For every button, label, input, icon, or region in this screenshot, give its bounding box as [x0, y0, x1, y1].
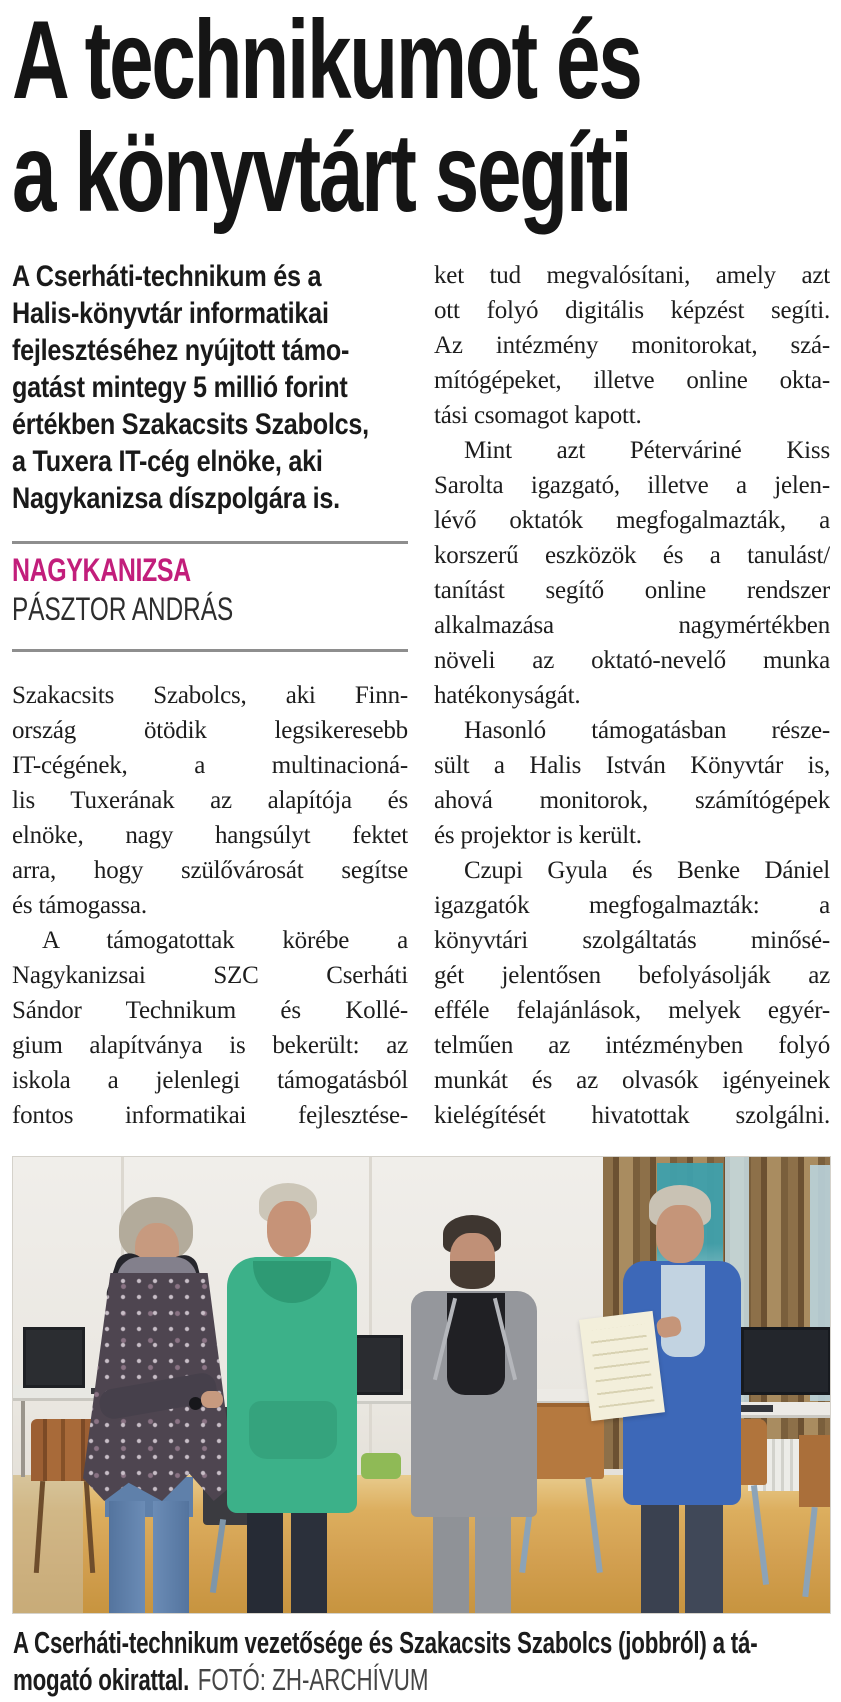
body-text-line: Czupi Gyula és Benke Dániel [464, 857, 830, 884]
divider-bottom [12, 649, 408, 652]
body-text-line: Hasonló támogatásban része- [464, 717, 830, 744]
left-column [12, 252, 408, 1133]
body-text-left [12, 678, 408, 1133]
body-text-line: ország ötödik legsikeresebb [12, 717, 408, 744]
body-text-line: IT-cégének, a multinacioná- [12, 752, 408, 779]
photo-person-hoodie-man [249, 1401, 337, 1459]
article-columns [12, 252, 830, 1133]
location-kicker: NAGYKANIZSA [12, 552, 191, 588]
photo-person-hoodie-man [247, 1513, 283, 1613]
body-text-line: elnöke, nagy hangsúlyt fektet [12, 822, 408, 849]
body-text-line: efféle felajánlások, melyek egyér- [434, 997, 830, 1024]
photo-person-woman [109, 1501, 145, 1613]
divider-top [12, 541, 408, 544]
body-text-line: iskola a jelenlegi támogatásból [12, 1067, 408, 1094]
body-text-line: mítógépeket, illetve online okta- [434, 367, 830, 394]
photo-floor-shadow [13, 1475, 83, 1613]
photo-document [579, 1311, 665, 1421]
photo-monitor [23, 1327, 85, 1388]
photo-person-hoodie-man [291, 1513, 327, 1613]
body-text-line: Mint azt Péterváriné Kiss [464, 437, 830, 464]
body-text-line: korszerű eszközök és a tanulást/ [434, 542, 830, 569]
caption-text: mogató okirattal. [13, 1662, 190, 1697]
body-text-line: Nagykanizsai SZC Cserháti [12, 962, 408, 989]
article-photo [13, 1157, 830, 1613]
text-line: A technikumot és [12, 0, 641, 122]
photo-bag [361, 1453, 401, 1479]
body-text-line: könyvtári szolgáltatás minősé- [434, 927, 830, 954]
text-line: gatást mintegy 5 millió forint [12, 371, 348, 404]
article-headline [12, 0, 841, 235]
text-line: fejlesztéséhez nyújtott támo- [12, 334, 350, 367]
right-column [434, 252, 830, 1133]
body-text-line: A támogatottak körébe a [42, 927, 408, 954]
photo-person-blue-blazer-man [661, 1265, 705, 1357]
body-text-line: ahová monitorok, számítógépek [434, 787, 830, 814]
body-text-line: munkát és az olvasók igényeinek [434, 1067, 830, 1094]
body-text-line: Az intézmény monitorokat, szá- [434, 332, 830, 359]
body-text-line: telműen az intézményben folyó [434, 1032, 830, 1059]
body-text-line: gét jelentősen befolyásolják az [434, 962, 830, 989]
body-text-line: ott folyó digitális képzést segíti. [434, 297, 830, 324]
photo-person-suit-man [433, 1517, 469, 1613]
body-text-line: igazgatók megfogalmazták: a [434, 892, 830, 919]
body-text-line: tási csomagot kapott. [434, 402, 642, 429]
photo-monitor [741, 1327, 830, 1395]
photo-person-suit-man [450, 1261, 495, 1289]
body-text-line: hatékonyságát. [434, 682, 581, 709]
photo-person-blue-blazer-man [641, 1505, 679, 1613]
body-text-line: Sarolta igazgató, illetve a jelen- [434, 472, 830, 499]
text-line: a Tuxera IT-cég elnöke, aki [12, 445, 323, 478]
body-text-line: Szakacsits Szabolcs, aki Finn- [12, 682, 408, 709]
body-text-line: és támogassa. [12, 892, 147, 919]
photo-person-hoodie-man [267, 1201, 311, 1257]
body-text-line: lévő oktatók megfogalmazták, a [434, 507, 830, 534]
caption-line [13, 1661, 841, 1698]
body-text-line: növeli az oktató-nevelő munka [434, 647, 830, 674]
body-text-line: Sándor Technikum és Kollé- [12, 997, 408, 1024]
body-text-right [434, 258, 830, 1133]
text-line: a könyvtárt segíti [12, 111, 631, 235]
text-line: A Cserháti-technikum és a [12, 260, 322, 293]
body-text-line: alkalmazása nagymértékben [434, 612, 830, 639]
photo-person-woman [201, 1391, 223, 1408]
byline-author: PÁSZTOR ANDRÁS [12, 591, 234, 627]
photo-document-text [589, 1324, 654, 1408]
photo-credit: FOTÓ: ZH-ARCHÍVUM [197, 1662, 429, 1697]
photo-wall-seam [369, 1157, 372, 1483]
body-text-line: sült a Halis István Könyvtár is, [434, 752, 830, 779]
body-text-line: lis Tuxerának az alapítója és [12, 787, 408, 814]
lead-paragraph [12, 258, 415, 517]
body-text-line: tanítást segítő online rendszer [434, 577, 830, 604]
body-text-line: fontos informatikai fejlesztése- [12, 1102, 408, 1129]
photo-caption [13, 1624, 841, 1698]
photo-person-blue-blazer-man [685, 1505, 723, 1613]
body-text-line: gium alapítványa is bekerült: az [12, 1032, 408, 1059]
photo-person-suit-man [475, 1517, 511, 1613]
photo-desk-leg [21, 1401, 25, 1477]
body-text-line: és projektor is került. [434, 822, 642, 849]
photo-person-blue-blazer-man [656, 1205, 704, 1263]
body-text-line: kielégítését hivatottak szolgálni. [434, 1102, 830, 1129]
text-line: Halis-könyvtár informatikai [12, 297, 329, 330]
photo-chair [799, 1435, 830, 1507]
body-text-line: ket tud megvalósítani, amely azt [434, 262, 830, 289]
photo-person-woman [153, 1501, 189, 1613]
text-line: Nagykanizsa díszpolgára is. [12, 482, 340, 515]
text-line: értékben Szakacsits Szabolcs, [12, 408, 369, 441]
body-text-line: arra, hogy szülővárosát segítse [12, 857, 408, 884]
caption-line: A Cserháti-technikum vezetősége és Szakacsits Szabolcs (jobbról) a tá- [13, 1625, 758, 1660]
